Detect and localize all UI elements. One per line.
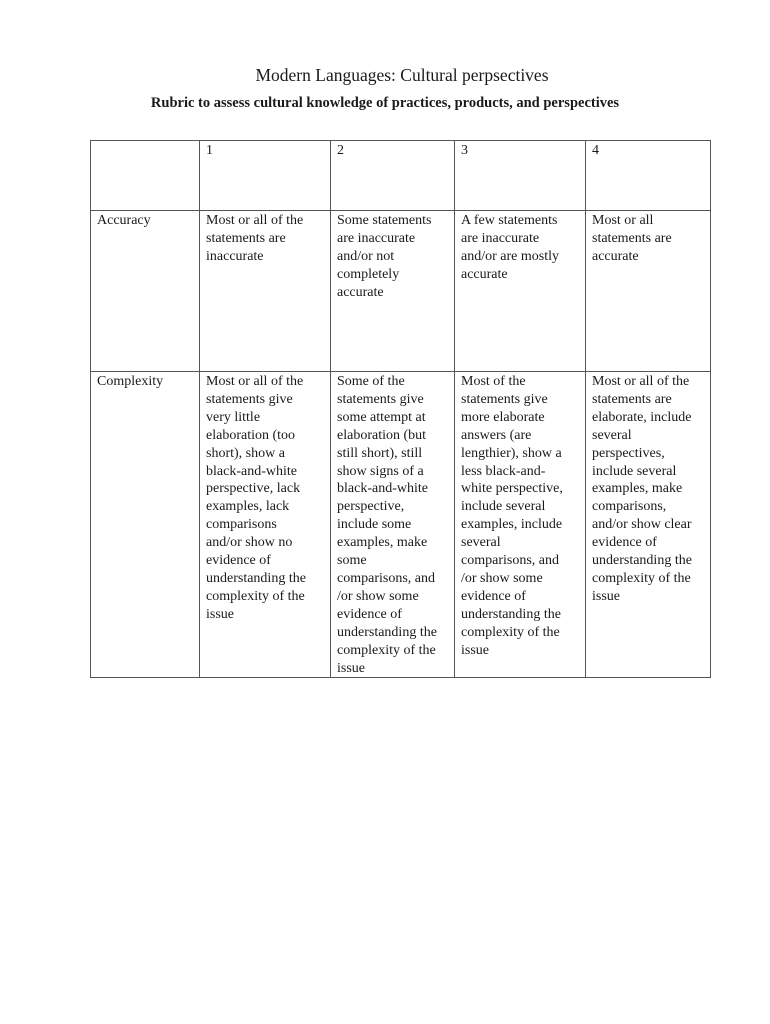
accuracy-score-3-cell: A few statements are inaccurate and/or are mostly accurate [455, 211, 586, 372]
rubric-row-complexity [91, 372, 711, 678]
complexity-score-2-cell: Some of the statements give some attempt at elaboration (but still short), still show signs of a black-and-white perspective, include some examples, make some comparisons, and /or show some evidence of understanding the complexity of the issue [331, 372, 455, 678]
criterion-accuracy: Accuracy [91, 211, 200, 372]
rubric-row-accuracy [91, 211, 711, 372]
rubric-table [90, 140, 711, 678]
accuracy-score-2-cell: Some statements are inaccurate and/or not completely accurate [331, 211, 455, 372]
complexity-score-4-cell: Most or all of the statements are elaborate, include several perspectives, include several examples, make comparisons, and/or show clear evidence of understanding the complexity of the issue [586, 372, 711, 678]
complexity-score-1-cell: Most or all of the statements give very little elaboration (too short), show a black-and-white perspective, lack examples, lack comparisons and/or show no evidence of understanding the complexity of the issue [200, 372, 331, 678]
page-subtitle: Rubric to assess cultural knowledge of practices, products, and perspectives [150, 95, 620, 111]
rubric-header-row [91, 141, 711, 211]
page-title: Modern Languages: Cultural perpsectives [255, 65, 549, 85]
accuracy-score-1-cell: Most or all of the statements are inaccurate [200, 211, 331, 372]
header-cell-score-1: 1 [200, 141, 331, 211]
header-cell-criterion [91, 141, 200, 211]
complexity-score-3-cell: Most of the statements give more elaborate answers (are lengthier), show a less black-and- white perspective, include several examples, include several comparisons, and /or show some evidence of understanding the complexity of the issue [455, 372, 586, 678]
accuracy-score-4-cell: Most or all statements are accurate [586, 211, 711, 372]
header-cell-score-4: 4 [586, 141, 711, 211]
header-cell-score-3: 3 [455, 141, 586, 211]
criterion-complexity: Complexity [91, 372, 200, 678]
header-cell-score-2: 2 [331, 141, 455, 211]
